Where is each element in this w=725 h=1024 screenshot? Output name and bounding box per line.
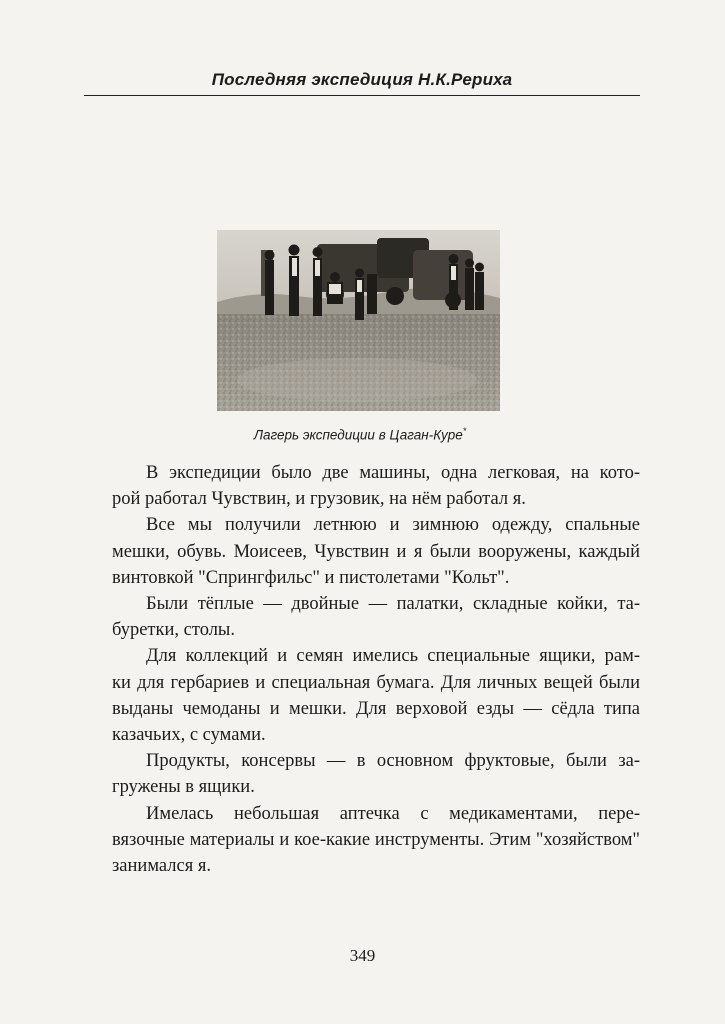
text-line: ки для гербариев и специальная бумага. Для личных вещей были <box>112 672 640 693</box>
text-line: Для коллекций и семян имелись специальные ящики, рам- <box>146 646 640 667</box>
body-text <box>112 460 640 879</box>
running-header: Последняя экспедиция Н.К.Рериха <box>211 70 513 89</box>
text-line: мешки, обувь. Моисеев, Чувствин и я были вооружены, каждый <box>112 541 640 562</box>
footnote-mark: * <box>462 426 467 436</box>
paragraph <box>112 643 640 748</box>
camp-photo <box>217 230 500 411</box>
text-line: гружены в ящики. <box>112 777 255 798</box>
text-line: Имелась небольшая аптечка с медикаментами, пере- <box>146 803 640 824</box>
text-line: рой работал Чувствин, и грузовик, на нём работал я. <box>112 489 526 510</box>
paragraph <box>112 512 640 591</box>
text-line: Продукты, консервы — в основном фруктовые, были за- <box>146 751 640 772</box>
text-line: занимался я. <box>112 856 211 877</box>
text-line: Все мы получили летнюю и зимнюю одежду, спальные <box>146 515 640 536</box>
text-line: винтовкой "Спрингфильс" и пистолетами "Кольт". <box>112 567 510 588</box>
header-rule <box>84 95 640 96</box>
page-number: 349 <box>349 946 376 965</box>
paragraph <box>112 460 640 512</box>
text-line: В экспедиции было две машины, одна легковая, на кото- <box>146 463 640 483</box>
text-line: вязочные материалы и кое-какие инструменты. Этим "хозяйством" <box>112 829 640 850</box>
text-line: Были тёплые — двойные — палатки, складные койки, та- <box>146 594 640 615</box>
paragraph <box>112 801 640 880</box>
paragraph <box>112 748 640 800</box>
text-line: выданы чемоданы и мешки. Для верховой езды — сёдла типа <box>112 698 640 719</box>
text-line: буретки, столы. <box>112 620 235 641</box>
photo-caption <box>150 426 570 443</box>
caption-text: Лагерь экспедиции в Цаган-Куре <box>253 427 463 443</box>
camp-photo-image <box>217 230 500 411</box>
text-line: казачьих, с сумами. <box>112 725 266 746</box>
paragraph <box>112 591 640 643</box>
